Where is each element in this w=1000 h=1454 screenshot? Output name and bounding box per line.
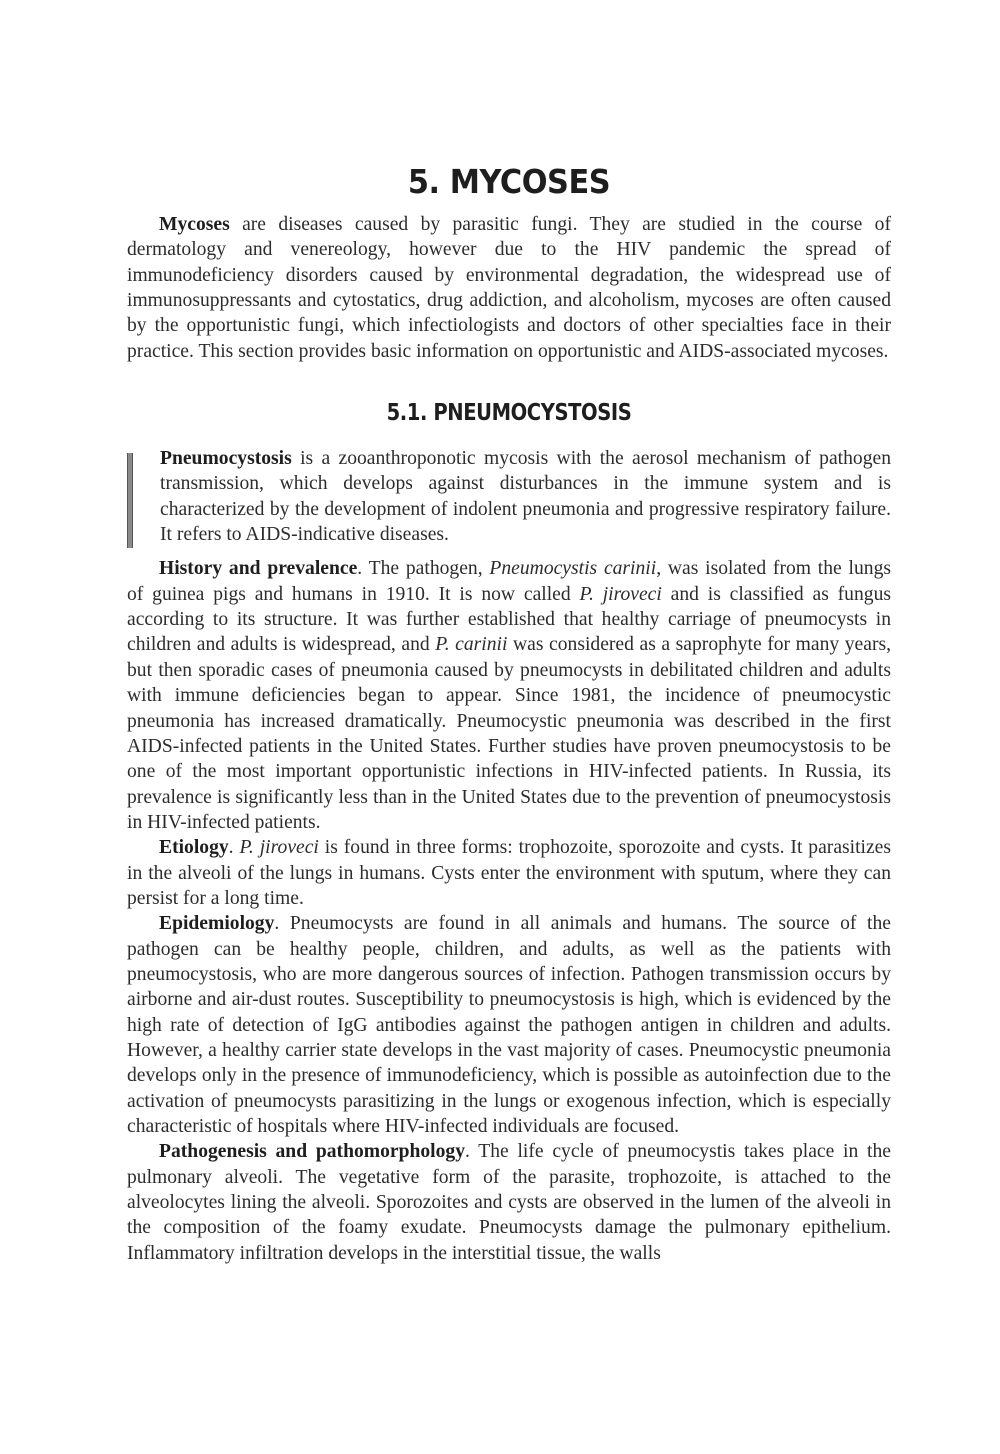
definition-box xyxy=(127,446,891,547)
document-page xyxy=(127,160,891,1266)
paragraph-heading: Pathogenesis and pathomorphology xyxy=(159,1141,465,1163)
paragraph-heading: Epidemiology xyxy=(159,913,275,935)
definition-paragraph: Pneumocystosis is a zooanthroponotic mycosis with the aerosol mechanism of pathogen transmission, which develops against disturbances in the immune system and is characterized by the development of indolent pneumonia and progressive respiratory failure. It refers to AIDS-indicative diseases. xyxy=(160,448,891,546)
paragraph-heading: History and prevalence xyxy=(159,558,358,580)
definition-marker-bar xyxy=(127,453,133,548)
section-title: 5.1. PNEUMOCYSTOSIS xyxy=(386,400,632,427)
paragraph-etiology: Etiology. P. jiroveci is found in three forms: trophozoite, sporozoite and cysts. It parasitizes in the alveoli of the lungs in humans. Cysts enter the environment with sputum, where they can persist for a long time. xyxy=(127,837,891,909)
paragraph-epidemiology: Epidemiology. Pneumocysts are found in all animals and humans. The source of the pathogen can be healthy people, children, and adults, as well as the patients with pneumocystosis, who are more dangerous sources of infection. Pathogen transmission occurs by airborne and air-dust routes. Susceptibility to pneumocystosis is high, which is evidenced by the high rate of detection of IgG antibodies against the pathogen antigen in children and adults. However, a healthy carrier state develops in the vast majority of cases. Pneumocystic pneumonia develops only in the presence of immunodeficiency, which is possible as autoinfection due to the activation of pneumocysts parasitizing in the lungs or exogenous infection, which is especially characteristic of hospitals where HIV-infected individuals are focused. xyxy=(127,913,891,1137)
paragraph-history-prevalence: History and prevalence. The pathogen, Pneumocystis carinii, was isolated from the lungs of guinea pigs and humans in 1910. It is now called P. jiroveci and is classified as fungus according to its structure. It was further established that healthy carriage of pneumocysts in children and adults is widespread, and P. carinii was considered as a saprophyte for many years, but then sporadic cases of pneumonia caused by pneumocysts in debilitated children and adults with immune deficiencies began to appear. Since 1981, the incidence of pneumocystic pneumonia has increased dramatically. Pneumocystic pneumonia was described in the first AIDS-infected patients in the United States. Further studies have proven pneumocystosis to be one of the most important opportunistic infections in HIV-infected patients. In Russia, its prevalence is significantly less than in the United States due to the prevention of pneumocystosis in HIV-infected patients. xyxy=(127,558,891,833)
paragraph-heading: Etiology xyxy=(159,837,229,859)
term-pneumocystosis: Pneumocystosis xyxy=(160,448,292,470)
chapter-intro-paragraph: Mycoses are diseases caused by parasitic fungi. They are studied in the course of dermatology and venereology, however due to the HIV pandemic the spread of immunodeficiency disorders caused by environmental degradation, the widespread use of immunosuppressants and cytostatics, drug addiction, and alcoholism, mycoses are often caused by the opportunistic fungi, which infectiologists and doctors of other specialties face in their practice. This section provides basic information on opportunistic and AIDS-associated mycoses. xyxy=(127,214,891,362)
term-mycoses: Mycoses xyxy=(159,214,230,235)
chapter-title: 5. MYCOSES xyxy=(407,162,611,201)
paragraph-pathogenesis: Pathogenesis and pathomorphology. The life cycle of pneumocystis takes place in the pulmonary alveoli. The vegetative form of the parasite, trophozoite, is attached to the alveolocytes lining the alveoli. Sporozoites and cysts are observed in the lumen of the alveoli in the composition of the foamy exudate. Pneumocysts damage the pulmonary epithelium. Inflammatory infiltration develops in the interstitial tissue, the walls xyxy=(127,1141,891,1264)
